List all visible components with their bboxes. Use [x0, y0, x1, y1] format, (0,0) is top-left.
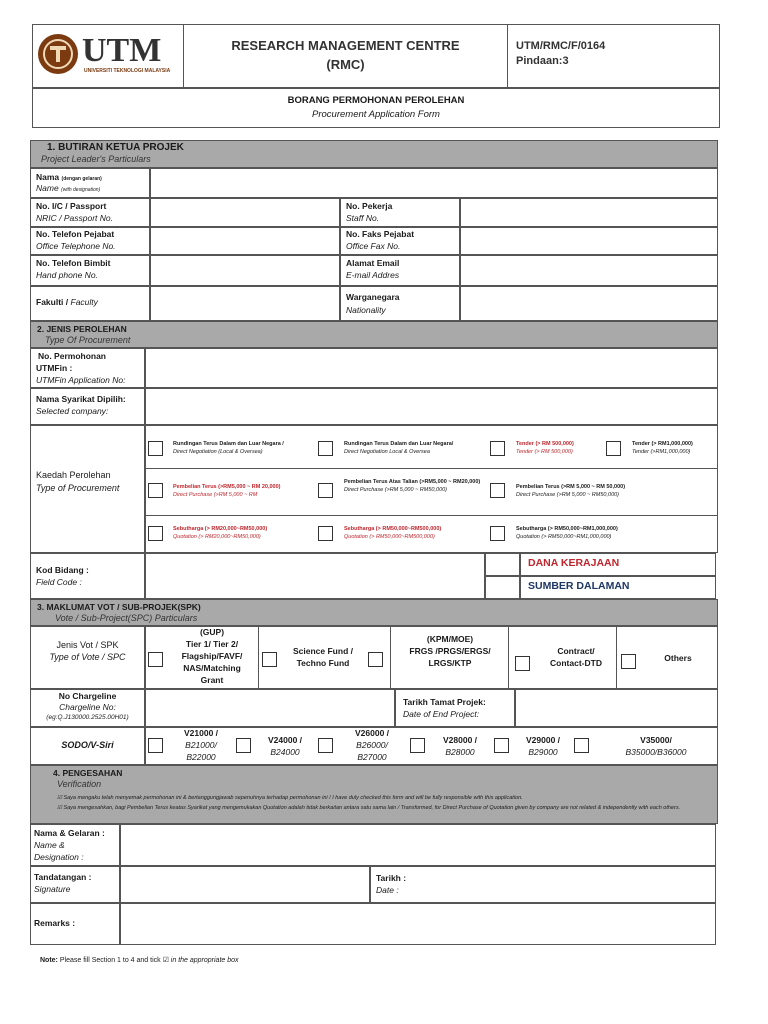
- series-v24000-checkbox[interactable]: [236, 738, 251, 753]
- doc-code: UTM/RMC/F/0164: [516, 40, 606, 52]
- option-direct-negotiation-2: [344, 440, 484, 456]
- vote-line: (GUP): [199, 627, 225, 637]
- vote-line: Grant: [200, 675, 224, 685]
- verifier-name-input[interactable]: [120, 824, 716, 866]
- vote-contract-label: [536, 645, 616, 669]
- field-code-label: Kod Bidang :: [36, 565, 89, 575]
- email-input[interactable]: [460, 255, 718, 286]
- fund-gov-checkbox[interactable]: [485, 553, 520, 576]
- vote-science-fund-label: [284, 645, 362, 669]
- vote-line: FRGS /PRGS/ERGS/: [409, 646, 491, 656]
- verifier-name-label: Nama & Gelaran :: [34, 828, 105, 838]
- series-top: V24000 /: [267, 735, 303, 745]
- section2-header: [30, 321, 718, 348]
- vote-gup-checkbox[interactable]: [148, 652, 163, 667]
- form-title: BORANG PERMOHONAN PEROLEHAN: [287, 95, 465, 106]
- online-direct-purchase-checkbox[interactable]: [318, 483, 333, 498]
- section3-subtitle: Vote / Sub-Project(SPC) Particulars: [55, 613, 198, 623]
- option-text: Pembelian Terus (>RM 5,000 ~ RM 50,000): [516, 484, 626, 490]
- section4-subtitle: Verification: [57, 779, 102, 789]
- note-prefix: Note:: [40, 957, 58, 964]
- option-subtext: Direct Purchase (>RM 5,000 ~ RM50,000): [516, 492, 620, 498]
- series-top: V21000 /: [183, 728, 219, 738]
- logo-text: UTM: [82, 32, 162, 69]
- vote-line: (KPM/MOE): [426, 634, 474, 644]
- series-v26000-checkbox[interactable]: [318, 738, 333, 753]
- option-text: Pembelian Terus (>RM5,000 ~ RM 20,000): [173, 484, 281, 490]
- name-sublabel: [36, 183, 100, 196]
- enddate-label: Tarikh Tamat Projek:: [403, 697, 486, 707]
- option-direct-purchase: [173, 483, 313, 499]
- hp-sublabel: Hand phone No.: [36, 270, 98, 280]
- option-subtext: Quotation (> RM50,000~RM1,000,000): [516, 534, 612, 540]
- hp-input[interactable]: [150, 255, 340, 286]
- option-text: Rundingan Terus Dalam dan Luar Negara/: [344, 441, 454, 447]
- fund-internal-checkbox[interactable]: [485, 576, 520, 599]
- field-code-label-cell: [30, 553, 145, 599]
- option-text: Sebutharga (> RM50,000~RM1,000,000): [516, 526, 618, 532]
- staff-label: No. Pekerja: [346, 201, 393, 211]
- option-quotation-1m: [516, 525, 716, 541]
- quotation-500k-checkbox[interactable]: [318, 526, 333, 541]
- direct-negotiation-checkbox[interactable]: [148, 441, 163, 456]
- office-tel-label: No. Telefon Pejabat: [36, 229, 115, 239]
- faculty-input[interactable]: [150, 286, 340, 321]
- company-label: Nama Syarikat Dipilih:: [36, 394, 126, 404]
- verifier-name-sublabel-1: Name &: [34, 840, 65, 850]
- appno-label-1: No. Permohonan: [38, 351, 107, 361]
- section2-subtitle: Type Of Procurement: [45, 335, 131, 345]
- option-online-direct-purchase: [344, 478, 484, 494]
- section4-title: 4. PENGESAHAN: [53, 768, 123, 778]
- vote-science-fund-checkbox[interactable]: [262, 652, 277, 667]
- office-tel-input[interactable]: [150, 227, 340, 255]
- section3-title: 3. MAKLUMAT VOT / SUB-PROJEK(SPK): [37, 602, 201, 612]
- series-top: V26000 /: [354, 728, 390, 738]
- vote-sublabel: Type of Vote / SPC: [49, 652, 126, 662]
- series-v28000-checkbox[interactable]: [410, 738, 425, 753]
- revision: Pindaan:3: [516, 55, 569, 67]
- option-subtext: Tender (> RM 500,000): [516, 449, 573, 455]
- name-sub-note: (with designation): [61, 187, 101, 193]
- option-quotation-500k: [344, 525, 484, 541]
- option-text: Tender (> RM 500,000): [516, 441, 574, 447]
- series-v26000-label: [338, 727, 406, 763]
- series-top: V28000 /: [442, 735, 478, 745]
- section2-title: 2. JENIS PEROLEHAN: [37, 324, 127, 334]
- series-line: B22000: [186, 752, 216, 762]
- name-label-note: (dengan gelaran): [61, 176, 102, 182]
- utm-crest-icon: [36, 32, 80, 76]
- appno-sublabel: UTMFin Application No:: [36, 375, 126, 385]
- series-v24000-label: [254, 734, 316, 758]
- fax-sublabel: Office Fax No.: [346, 241, 401, 251]
- office-tel-sublabel: Office Telephone No.: [36, 241, 116, 251]
- remarks-label: Remarks :: [34, 918, 76, 928]
- option-subtext: Direct Purchase (>RM 5,000 ~ RM: [173, 492, 258, 498]
- option-subtext: Direct Purchase (>RM 5,000 ~ RM50,000): [344, 487, 448, 493]
- form-title-box: [32, 88, 720, 128]
- tender-1m-checkbox[interactable]: [606, 441, 621, 456]
- ic-label: No. I/C / Passport: [36, 201, 107, 211]
- series-line: B29000: [528, 747, 558, 757]
- series-v29000-label: [512, 734, 574, 758]
- vote-line: Contact-DTD: [550, 658, 602, 668]
- option-tender-500k: [516, 440, 606, 456]
- option-text: Tender (> RM1,000,000): [632, 441, 693, 447]
- vote-kpm-label: [392, 633, 508, 669]
- logo-subtext: UNIVERSITI TEKNOLOGI MALAYSIA: [84, 68, 171, 74]
- option-subtext: Quotation (> RM20,000~RM50,000): [173, 534, 261, 540]
- option-direct-purchase-50k: [516, 483, 716, 499]
- faculty-sub-text: Faculty: [70, 297, 98, 307]
- quotation-50k-checkbox[interactable]: [148, 526, 163, 541]
- verifier-name-sublabel-2: Designation :: [34, 852, 84, 862]
- series-v35000-checkbox[interactable]: [574, 738, 589, 753]
- centre-title: [184, 36, 507, 74]
- series-line: B35000/B36000: [625, 747, 687, 757]
- series-v35000-label: [596, 734, 716, 758]
- option-subtext: Quotation (> RM50,000~RM500,000): [344, 534, 435, 540]
- option-quotation-50k: [173, 525, 313, 541]
- email-sublabel: E-mail Addres: [346, 270, 400, 280]
- name-sub-text: Name: [36, 183, 59, 193]
- staff-sublabel: Staff No.: [346, 213, 380, 223]
- verification-statement-2: ☑ Saya mengesahkan, bagi Pembelian Terus keatas Syarikat yang mengemukakan Quotation adalah tidak berkaitan antara satu sama lain / Transformed, for Direct Purchase of Quotation given by company are not related & independently with each others.: [57, 805, 681, 811]
- direct-purchase-50k-checkbox[interactable]: [490, 483, 505, 498]
- direct-negotiation-2-checkbox[interactable]: [318, 441, 333, 456]
- section1-subtitle: Project Leader's Particulars: [41, 154, 151, 164]
- series-top: V35000/: [640, 735, 672, 745]
- vote-contract-checkbox[interactable]: [515, 656, 530, 671]
- date-cell[interactable]: [370, 866, 716, 903]
- enddate-label-cell: [395, 689, 515, 727]
- vote-line: Techno Fund: [296, 658, 350, 668]
- series-v28000-label: [428, 734, 492, 758]
- option-text: Sebutharga (> RM20,000~RM50,000): [173, 526, 268, 532]
- option-subtext: Direct Negotiation (Local & Oversea): [173, 449, 263, 455]
- staff-input[interactable]: [460, 198, 718, 227]
- note-text: Please fill Section 1 to 4 and tick ☑: [59, 957, 169, 964]
- vote-line: Science Fund /: [293, 646, 353, 656]
- vote-divider: [508, 626, 509, 689]
- field-code-sublabel: Field Code :: [36, 577, 82, 587]
- vote-line: NAS/Matching: [183, 663, 241, 673]
- direct-purchase-checkbox[interactable]: [148, 483, 163, 498]
- fund-internal-label: SUMBER DALAMAN: [528, 580, 630, 592]
- date-label: Tarikh :: [376, 873, 407, 883]
- chargeline-example: (eg:Q.J130000.2525.00H01): [46, 714, 129, 721]
- nationality-input[interactable]: [460, 286, 718, 321]
- option-tender-1m: [632, 440, 718, 456]
- option-subtext: Direct Negotiation Local & Oversea: [344, 449, 430, 455]
- vote-line: Tier 1/ Tier 2/: [185, 639, 239, 649]
- vote-divider: [258, 626, 259, 689]
- option-text: Pembelian Terus Atas Talian (>RM5,000 ~ RM20,000): [344, 479, 481, 485]
- series-line: B24000: [270, 747, 300, 757]
- centre-title-line2: (RMC): [326, 57, 365, 72]
- form-subtitle: Procurement Application Form: [312, 109, 440, 120]
- enddate-sublabel: Date of End Project:: [403, 709, 480, 719]
- series-line: B21000/: [185, 740, 217, 750]
- appno-label-2: UTMFin :: [36, 363, 73, 373]
- section3-header: [30, 599, 718, 626]
- series-line: B28000: [445, 747, 475, 757]
- vote-others-checkbox[interactable]: [621, 654, 636, 669]
- fax-label: No. Faks Pejabat: [346, 229, 415, 239]
- series-line: B27000: [357, 752, 387, 762]
- ic-sublabel: NRIC / Passport No.: [36, 213, 113, 223]
- chargeline-input[interactable]: [145, 689, 395, 727]
- vote-line: Contract/: [557, 646, 595, 656]
- series-top: V29000 /: [525, 735, 561, 745]
- signature-label: Tandatangan :: [34, 872, 92, 882]
- series-v21000-checkbox[interactable]: [148, 738, 163, 753]
- vote-line: LRGS/KTP: [428, 658, 472, 668]
- series-v29000-checkbox[interactable]: [494, 738, 509, 753]
- series-v21000-label: [168, 727, 234, 763]
- vote-label: Jenis Vot / SPK: [56, 640, 119, 650]
- chargeline-sublabel: Chargeline No:: [59, 702, 116, 712]
- vote-divider: [390, 626, 391, 689]
- vote-kpm-checkbox[interactable]: [368, 652, 383, 667]
- footer-note: [40, 956, 239, 964]
- email-label: Alamat Email: [346, 258, 400, 268]
- fax-input[interactable]: [460, 227, 718, 255]
- field-code-input[interactable]: [145, 553, 485, 599]
- method-label: Kaedah Perolehan: [36, 470, 111, 480]
- header-divider: [507, 24, 508, 88]
- utm-logo: [36, 32, 176, 80]
- quotation-1m-checkbox[interactable]: [490, 526, 505, 541]
- signature-input[interactable]: [120, 866, 370, 903]
- vote-gup-label: [166, 626, 258, 686]
- chargeline-label: No Chargeline: [58, 691, 117, 701]
- section1-title: 1. BUTIRAN KETUA PROJEK: [47, 142, 184, 153]
- company-input[interactable]: [145, 388, 718, 425]
- remarks-input[interactable]: [120, 903, 716, 945]
- fund-gov-label: DANA KERAJAAN: [528, 557, 620, 569]
- series-line: B26000/: [356, 740, 388, 750]
- note-suffix: in the appropriate box: [170, 957, 239, 964]
- faculty-label-text: Fakulti /: [36, 297, 69, 307]
- signature-sublabel: Signature: [34, 884, 71, 894]
- name-label-text: Nama: [36, 172, 60, 182]
- name-input[interactable]: [150, 168, 718, 198]
- faculty-label: [36, 297, 98, 308]
- tender-500k-checkbox[interactable]: [490, 441, 505, 456]
- option-direct-negotiation: [173, 440, 313, 456]
- option-text: Rundingan Terus Dalam dan Luar Negara /: [173, 441, 284, 447]
- enddate-input[interactable]: [515, 689, 718, 727]
- method-sublabel: Type of Procurement: [36, 483, 120, 493]
- vote-line: Flagship/FAVF/: [181, 651, 243, 661]
- method-row-divider: [145, 515, 718, 516]
- sodo-label: SODO/V-Siri: [61, 740, 114, 750]
- vote-divider: [616, 626, 617, 689]
- option-subtext: Tender (>RM1,000,000): [632, 449, 691, 455]
- centre-title-line1: RESEARCH MANAGEMENT CENTRE: [231, 38, 460, 53]
- section4-header: [30, 765, 718, 824]
- option-text: Sebutharga (> RM50,000~RM500,000): [344, 526, 442, 532]
- ic-input[interactable]: [150, 198, 340, 227]
- vote-others-label: Others: [664, 653, 692, 663]
- appno-input[interactable]: [145, 348, 718, 388]
- date-sublabel: Date :: [376, 885, 399, 895]
- section1-header: [30, 140, 718, 168]
- verification-statement-1: ☑ Saya mengaku telah menyemak permohonan ini & bertanggungjawab sepenuhnya terhadap permohonan ini / I have duly checked this form and will be fully responsible with this application.: [57, 795, 523, 801]
- company-sublabel: Selected company:: [36, 406, 109, 416]
- method-row-divider: [145, 468, 718, 469]
- nationality-sublabel: Nationality: [346, 305, 386, 315]
- nationality-label: Warganegara: [346, 292, 400, 302]
- hp-label: No. Telefon Bimbit: [36, 258, 111, 268]
